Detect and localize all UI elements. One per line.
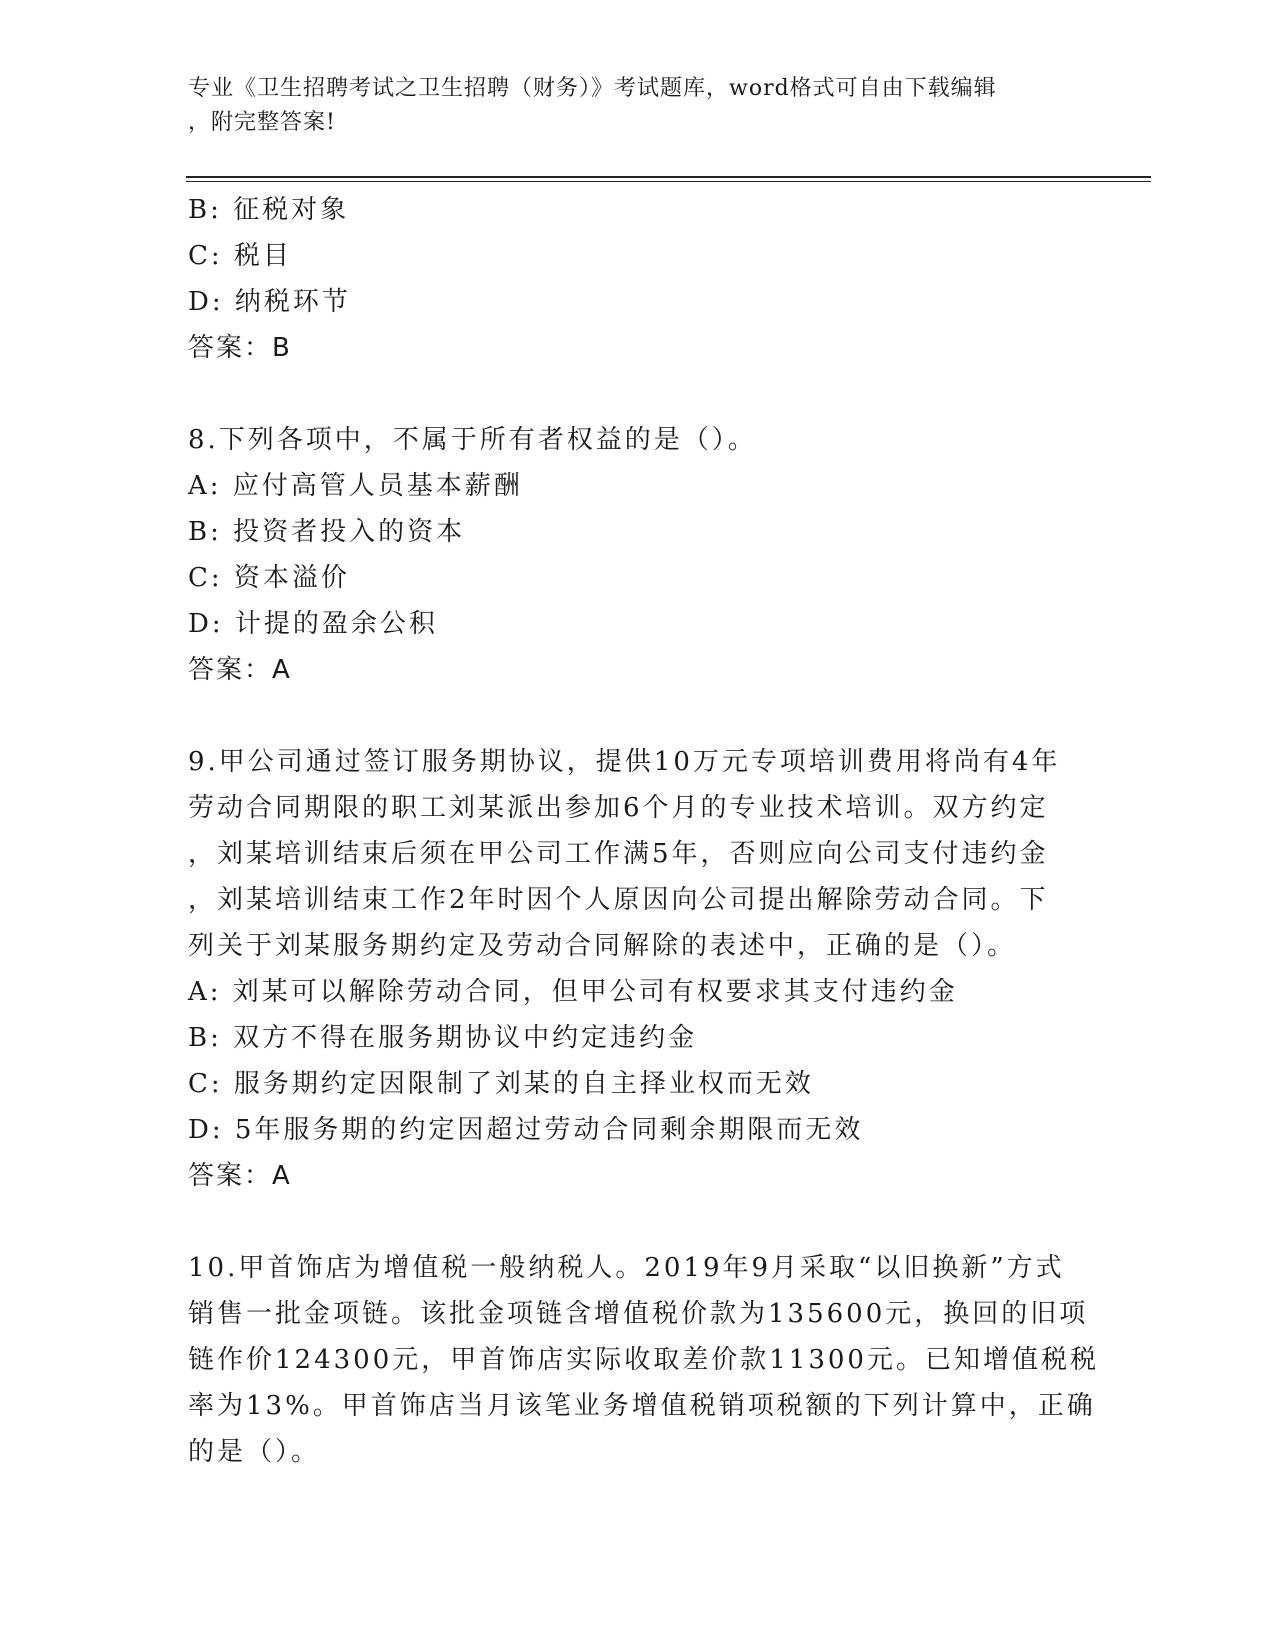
- header-divider-thin: [186, 181, 1151, 182]
- question-stem-line: 的是（）。: [188, 1437, 321, 1467]
- answer-line: 答案：A: [188, 655, 292, 685]
- question-stem-line: ，刘某培训结束后须在甲公司工作满5年，否则应向公司支付违约金: [188, 839, 1049, 869]
- question-10: [188, 1245, 1099, 1475]
- question-stem-line: 10.甲首饰店为增值税一般纳税人。2019年9月采取“以旧换新”方式: [188, 1253, 1065, 1283]
- option-c: C: 税目: [188, 241, 292, 271]
- option-d: D: 5年服务期的约定因超过劳动合同剩余期限而无效: [188, 1115, 864, 1145]
- question-stem-line: 9.甲公司通过签订服务期协议，提供10万元专项培训费用将尚有4年: [188, 747, 1061, 777]
- question-stem-line: 销售一批金项链。该批金项链含增值税价款为135600元，换回的旧项: [188, 1299, 1089, 1329]
- option-b: B: 双方不得在服务期协议中约定违约金: [188, 1023, 698, 1053]
- question-list: [188, 187, 1099, 1475]
- answer-line: 答案：A: [188, 1161, 292, 1191]
- option-b: B: 投资者投入的资本: [188, 517, 466, 547]
- option-b: B: 征税对象: [188, 195, 350, 225]
- option-d: D: 纳税环节: [188, 287, 351, 317]
- answer-line: 答案：B: [188, 333, 292, 363]
- header-line-2: ，附完整答案!: [188, 110, 336, 135]
- option-d: D: 计提的盈余公积: [188, 609, 438, 639]
- question-7: [188, 187, 1088, 371]
- document-header: [188, 72, 1088, 140]
- spacer: [188, 371, 1088, 417]
- spacer: [188, 1199, 1088, 1245]
- question-stem-line: 劳动合同期限的职工刘某派出参加6个月的专业技术培训。双方约定: [188, 793, 1049, 823]
- option-a: A: 刘某可以解除劳动合同，但甲公司有权要求其支付违约金: [188, 977, 958, 1007]
- question-stem-line: 链作价124300元，甲首饰店实际收取差价款11300元。已知增值税税: [188, 1345, 1099, 1375]
- option-c: C: 资本溢价: [188, 563, 350, 593]
- option-a: A: 应付高管人员基本薪酬: [188, 471, 523, 501]
- question-stem-line: 列关于刘某服务期约定及劳动合同解除的表述中，正确的是（）。: [188, 931, 1017, 961]
- question-stem: 8.下列各项中，不属于所有者权益的是（）。: [188, 425, 757, 455]
- question-stem-line: ，刘某培训结束工作2年时因个人原因向公司提出解除劳动合同。下: [188, 885, 1049, 915]
- header-divider-thick: [186, 176, 1151, 178]
- question-8: [188, 417, 1088, 693]
- header-line-1: 专业《卫生招聘考试之卫生招聘（财务）》考试题库，word格式可自由下载编辑: [188, 76, 997, 101]
- question-9: [188, 739, 1088, 1199]
- option-c: C: 服务期约定因限制了刘某的自主择业权而无效: [188, 1069, 814, 1099]
- question-stem-line: 率为13%。甲首饰店当月该笔业务增值税销项税额的下列计算中，正确: [188, 1391, 1096, 1421]
- spacer: [188, 693, 1088, 739]
